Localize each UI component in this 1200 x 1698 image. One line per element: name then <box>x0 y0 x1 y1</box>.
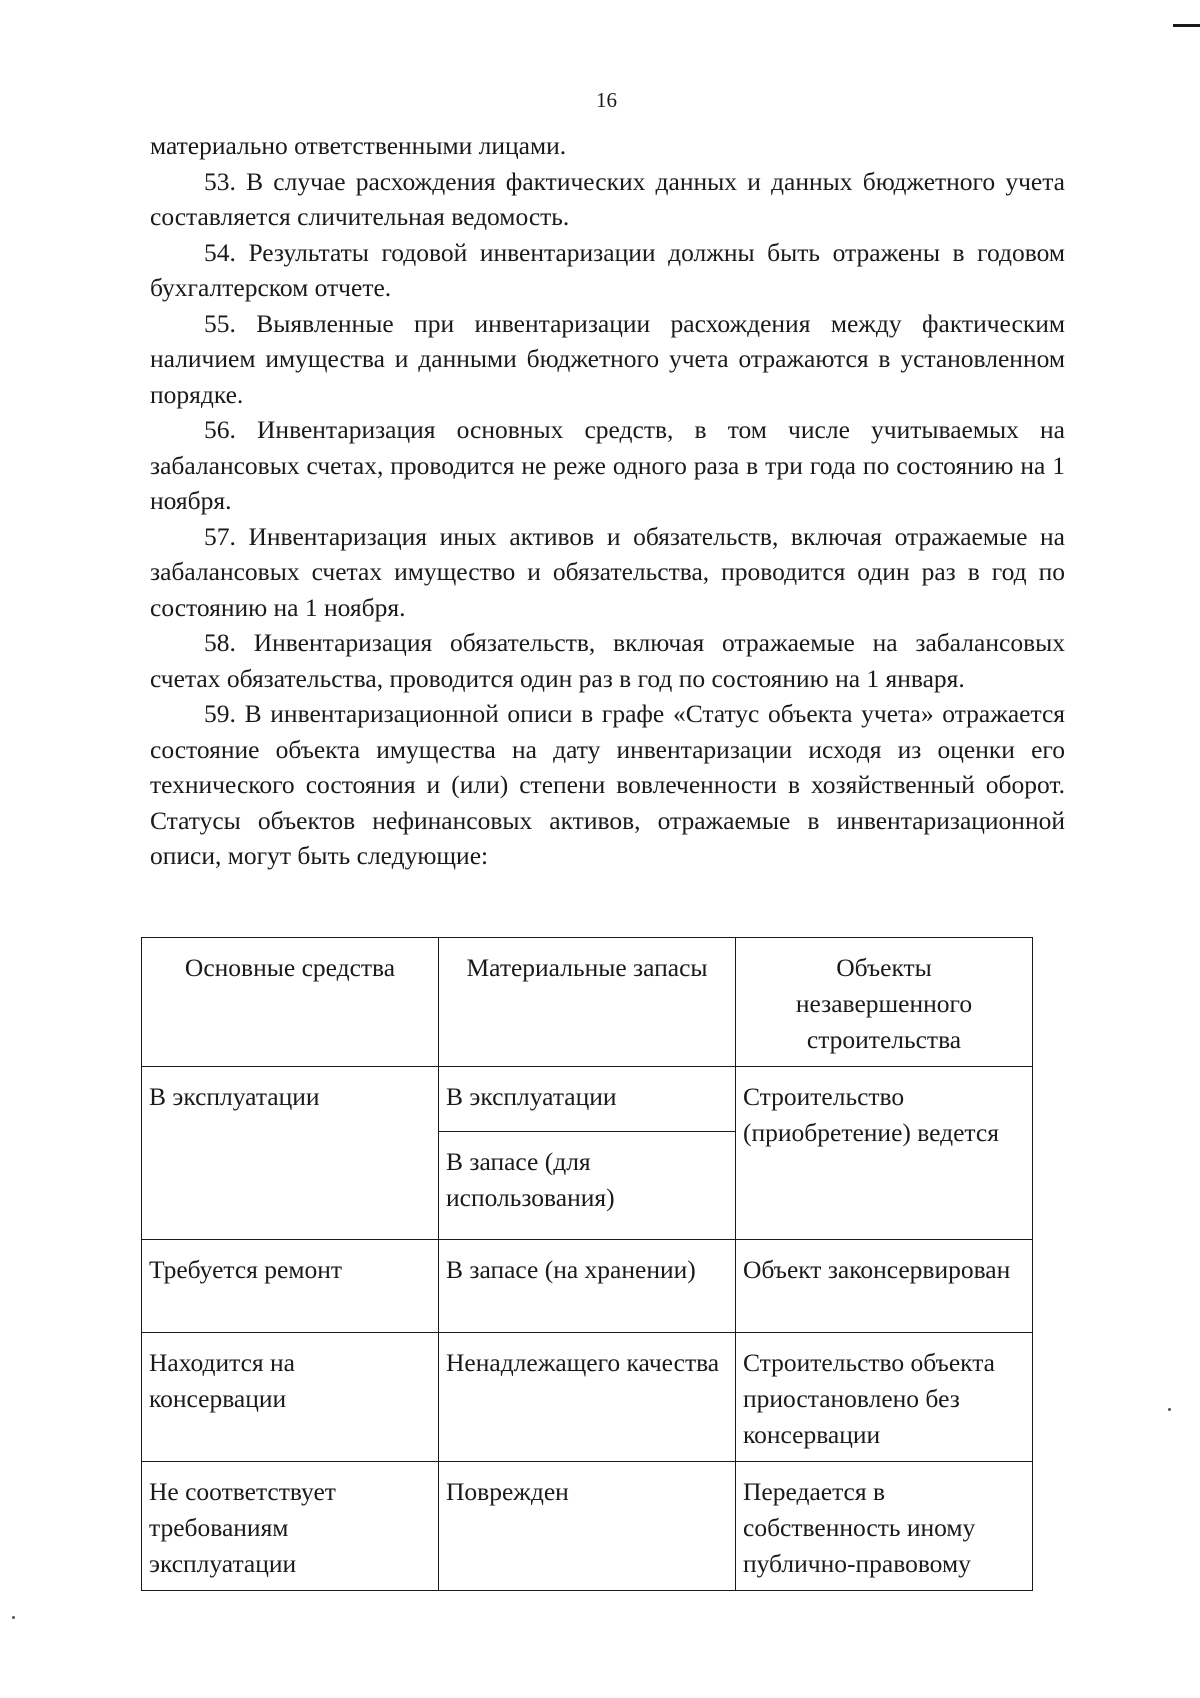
body-text <box>150 128 1065 874</box>
cell-fixed-assets-repair: Требуется ремонт <box>142 1240 439 1333</box>
cell-construction-transfer: Передается в собственность иному публично-правовому <box>736 1462 1033 1591</box>
cell-inventories-damaged: Поврежден <box>439 1462 736 1591</box>
asset-status-table <box>141 937 1033 1591</box>
cell-construction-conserved: Объект законсервирован <box>736 1240 1033 1333</box>
header-fixed-assets: Основные средства <box>142 938 439 1067</box>
paragraph-55: 55. Выявленные при инвентаризации расхождения между фактическим наличием имущества и данными бюджетного учета отражаются в установленном порядке. <box>150 308 1065 409</box>
cell-inventories-in-operation: В эксплуатации <box>439 1067 736 1132</box>
table-row <box>142 1067 1033 1132</box>
paragraph-59: 59. В инвентаризационной описи в графе «Статус объекта учета» отражается состояние объекта имущества на дату инвентаризации исходя из оценки его технического состояния и (или) степени вовлеченности в хозяйственный оборот. Статусы объектов нефинансовых активов, отражаемые в инвентаризационной описи, могут быть следующие: <box>150 699 1065 870</box>
page-number: 16 <box>596 88 617 112</box>
cell-construction-suspended: Строительство объекта приостановлено без консервации <box>736 1333 1033 1462</box>
table-row <box>142 1462 1033 1591</box>
scan-speck <box>1168 1408 1171 1411</box>
cell-inventories-reserve-storage: В запасе (на хранении) <box>439 1240 736 1333</box>
cell-inventories-reserve-use: В запасе (для использования) <box>439 1132 736 1240</box>
cell-fixed-assets-noncompliant: Не соответствует требованиям эксплуатации <box>142 1462 439 1591</box>
paragraph-58: 58. Инвентаризация обязательств, включая отражаемые на забалансовых счетах обязательства, проводится один раз в год по состоянию на 1 января. <box>150 628 1065 693</box>
table-row <box>142 1333 1033 1462</box>
cell-construction-in-progress: Строительство (приобретение) ведется <box>736 1067 1033 1240</box>
cell-fixed-assets-conservation: Находится на консервации <box>142 1333 439 1462</box>
header-inventories: Материальные запасы <box>439 938 736 1067</box>
paragraph-continuation: материально ответственными лицами. <box>150 131 567 160</box>
scan-corner-mark <box>1173 24 1200 27</box>
table-header-row <box>142 938 1033 1067</box>
cell-inventories-poor-quality: Ненадлежащего качества <box>439 1333 736 1462</box>
header-construction <box>736 938 1033 1067</box>
cell-fixed-assets-in-operation: В эксплуатации <box>142 1067 439 1240</box>
paragraph-53: 53. В случае расхождения фактических данных и данных бюджетного учета составляется сличительная ведомость. <box>150 166 1065 231</box>
paragraph-57: 57. Инвентаризация иных активов и обязательств, включая отражаемые на забалансовых счетах имущество и обязательства, проводится один раз в год по состоянию на 1 ноября. <box>150 521 1065 622</box>
paragraph-54: 54. Результаты годовой инвентаризации должны быть отражены в годовом бухгалтерском отчете. <box>150 237 1065 302</box>
scan-speck <box>12 1616 15 1619</box>
table-row <box>142 1240 1033 1333</box>
paragraph-56: 56. Инвентаризация основных средств, в том числе учитываемых на забалансовых счетах, проводится не реже одного раза в три года по состоянию на 1 ноября. <box>150 415 1065 515</box>
header-construction-text: Объекты незавершенного строительства <box>795 953 973 1054</box>
